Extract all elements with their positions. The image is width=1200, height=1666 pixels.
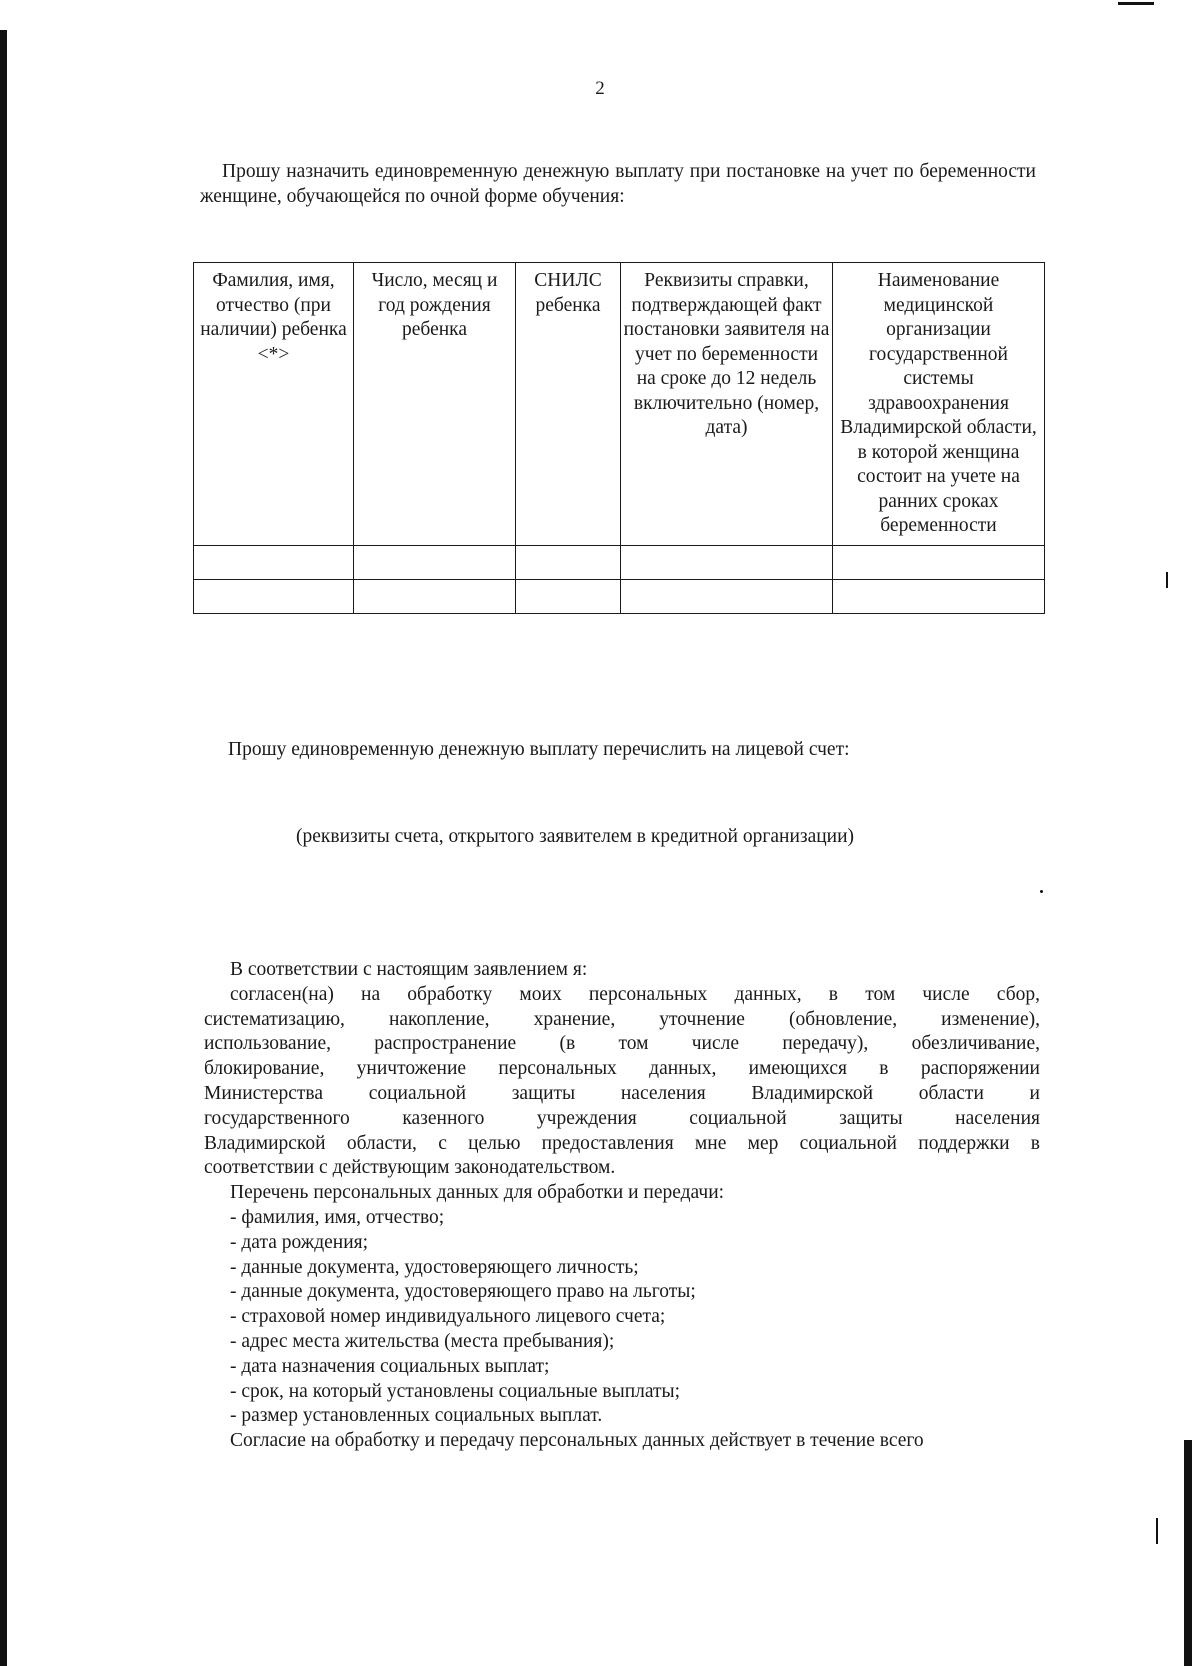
header-certificate: Реквизиты справки, подтверждающей факт постановки заявителя на учет по беременности на сроке до 12 недель включительно (номер, дата) <box>621 263 833 546</box>
consent-line: использование, распространение (в том числе передачу), обезличивание, <box>204 1033 1040 1055</box>
data-list <box>204 1206 1040 1429</box>
scan-edge-right <box>1184 1440 1192 1666</box>
data-list-title: Перечень персональных данных для обработки и передачи: <box>230 1182 725 1204</box>
consent-line: блокирование, уничтожение персональных данных, имеющихся в распоряжении <box>204 1058 1040 1080</box>
table-cell[interactable] <box>354 579 516 613</box>
list-item: - дата назначения социальных выплат; <box>230 1355 550 1377</box>
consent-line: Владимирской области, с целью предоставления мне мер социальной поддержки в <box>204 1132 1040 1154</box>
consent-line: Министерства социальной защиты населения Владимирской области и <box>204 1082 1040 1104</box>
intro-paragraph: Прошу назначить единовременную денежную выплату при постановке на учет по беременности женщине, обучающейся по очной форме обучения: <box>200 161 1036 207</box>
table-cell[interactable] <box>833 545 1045 579</box>
payment-request: Прошу единовременную денежную выплату перечислить на лицевой счет: <box>228 739 850 760</box>
consent-line: систематизацию, накопление, хранение, уточнение (обновление, изменение), <box>204 1008 1040 1030</box>
scan-tick-right-1 <box>1166 572 1168 588</box>
list-item: - страховой номер индивидуального лицевого счета; <box>230 1306 666 1328</box>
list-item: - данные документа, удостоверяющего личность; <box>230 1256 639 1278</box>
account-caption: (реквизиты счета, открытого заявителем в кредитной организации) <box>296 826 855 847</box>
table-cell[interactable] <box>621 545 833 579</box>
list-item: - фамилия, имя, отчество; <box>230 1206 445 1228</box>
table-header-row <box>194 263 1045 546</box>
table-cell[interactable] <box>194 545 354 579</box>
list-item: - данные документа, удостоверяющего право на льготы; <box>230 1281 696 1303</box>
header-child-name: Фамилия, имя, отчество (при наличии) ребенка <*> <box>194 263 354 546</box>
scan-edge-left <box>0 30 7 1666</box>
table-cell[interactable] <box>516 545 621 579</box>
table-cell[interactable] <box>621 579 833 613</box>
scan-mark-top <box>1118 2 1154 5</box>
table-cell[interactable] <box>354 545 516 579</box>
table-cell[interactable] <box>516 579 621 613</box>
consent-line: государственного казенного учреждения социальной защиты населения <box>204 1107 1040 1129</box>
list-item: - срок, на который установлены социальные выплаты; <box>230 1380 681 1402</box>
consent-line: согласен(на) на обработку моих персональных данных, в том числе сбор, <box>230 983 1040 1005</box>
scan-dot <box>1040 890 1043 893</box>
table-row <box>194 545 1045 579</box>
list-item: - дата рождения; <box>230 1231 369 1253</box>
consent-closing: Согласие на обработку и передачу персональных данных действует в течение всего <box>230 1430 924 1452</box>
table-row <box>194 579 1045 613</box>
consent-section <box>204 958 1040 1454</box>
page-number: 2 <box>595 78 605 99</box>
list-item: - размер установленных социальных выплат. <box>230 1405 603 1427</box>
table-cell[interactable] <box>833 579 1045 613</box>
list-item: - адрес места жительства (места пребывания); <box>230 1330 615 1352</box>
consent-heading: В соответствии с настоящим заявлением я: <box>230 959 588 980</box>
header-birth-date: Число, месяц и год рождения ребенка <box>354 263 516 546</box>
header-snils: СНИЛС ребенка <box>516 263 621 546</box>
header-medical-org: Наименование медицинской организации государственной системы здравоохранения Владимирской области, в которой женщина состоит на учете на ранних сроках беременности <box>833 263 1045 546</box>
table-cell[interactable] <box>194 579 354 613</box>
scan-tick-right-2 <box>1156 1518 1158 1544</box>
children-table <box>193 262 1045 614</box>
consent-line: соответствии с действующим законодательством. <box>204 1157 616 1179</box>
